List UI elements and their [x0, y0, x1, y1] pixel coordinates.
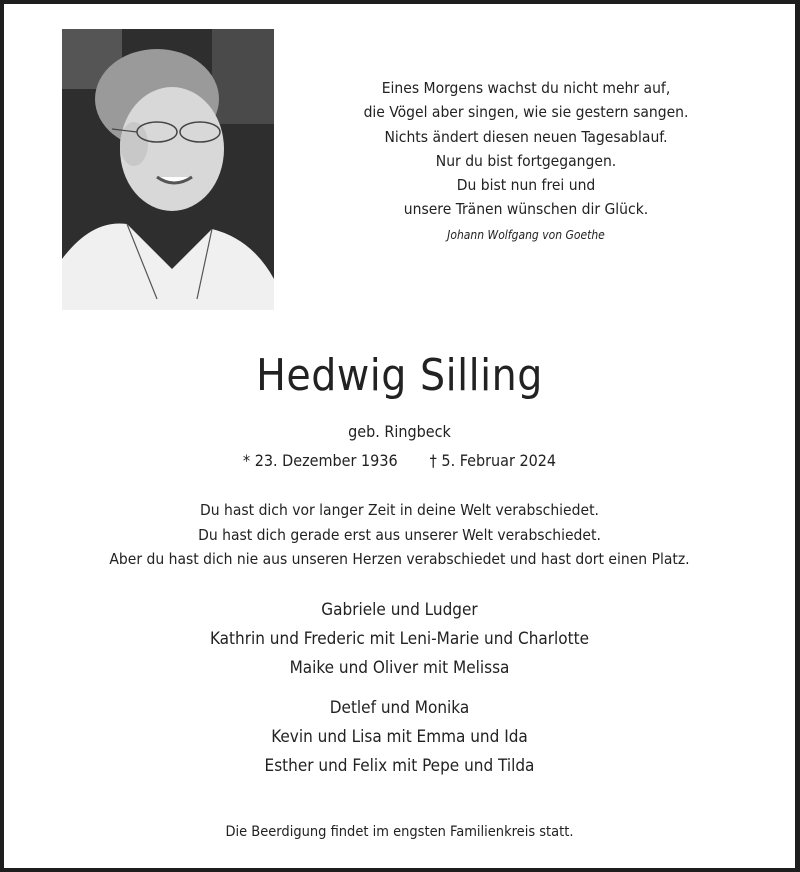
funeral-note: Die Beerdigung findet im engsten Familienkreis statt.	[225, 824, 574, 840]
family-line: Kevin und Lisa mit Emma und Ida	[271, 727, 528, 747]
death-date: † 5. Februar 2024	[429, 451, 557, 470]
poem-line: Nichts ändert diesen neuen Tagesablauf.	[384, 127, 668, 146]
message-line: Aber du hast dich nie aus unseren Herzen verabschiedet und hast dort einen Platz.	[109, 550, 690, 568]
poem-line: unsere Tränen wünschen dir Glück.	[403, 200, 649, 219]
poem-line: Nur du bist fortgegangen.	[435, 151, 617, 170]
message-line: Du hast dich gerade erst aus unserer Welt verabschiedet.	[198, 525, 601, 544]
poem	[326, 76, 726, 244]
family-line: Esther und Felix mit Pepe und Tilda	[264, 756, 535, 776]
family-line: Detlef und Monika	[329, 698, 470, 718]
birth-name: geb. Ringbeck	[348, 422, 451, 441]
life-dates	[4, 451, 795, 470]
family-line: Gabriele und Ludger	[321, 600, 478, 620]
farewell-message	[4, 498, 795, 572]
poem-line: Eines Morgens wachst du nicht mehr auf,	[381, 79, 671, 97]
family-line: Maike und Oliver mit Melissa	[289, 658, 510, 678]
family-line: Kathrin und Frederic mit Leni-Marie und Charlotte	[209, 629, 590, 649]
poem-line: die Vögel aber singen, wie sie gestern sangen.	[363, 103, 689, 122]
poem-author: Johann Wolfgang von Goethe	[447, 227, 605, 242]
portrait-image	[62, 29, 274, 310]
family-group-2	[4, 694, 795, 781]
obituary-card	[4, 4, 795, 868]
family-group-1	[4, 596, 795, 683]
deceased-name: Hedwig Silling	[256, 350, 543, 401]
message-line: Du hast dich vor langer Zeit in deine Welt verabschiedet.	[200, 501, 599, 519]
portrait-photo	[62, 29, 274, 310]
poem-line: Du bist nun frei und	[456, 176, 596, 195]
birth-date: * 23. Dezember 1936	[242, 451, 398, 470]
